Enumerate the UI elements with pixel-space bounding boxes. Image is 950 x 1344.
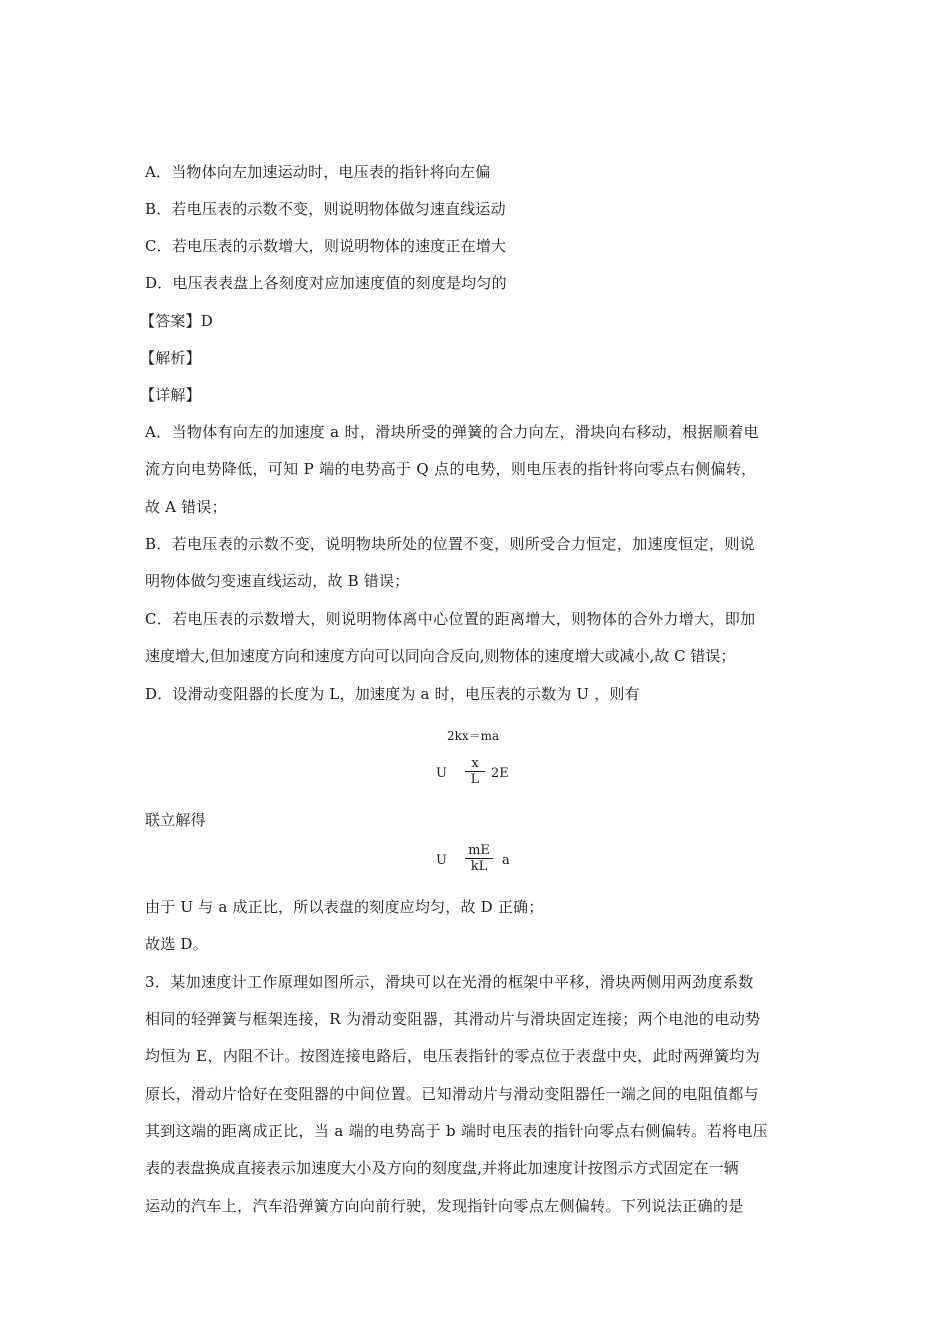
formula2-rhs: 2E bbox=[491, 766, 509, 781]
detail-b-line-2: 明物体做匀变速直线运动，故 B 错误； bbox=[145, 572, 410, 590]
detail-label: 【详解】 bbox=[140, 386, 201, 404]
option-d: D．电压表表盘上各刻度对应加速度值的刻度是均匀的 bbox=[145, 274, 507, 292]
conclusion-text: 由于 U 与 a 成正比，所以表盘的刻度应均匀，故 D 正确； bbox=[145, 898, 544, 916]
detail-d-line-1: D．设滑动变阻器的长度为 L，加速度为 a 时，电压表的示数为 U ，则有 bbox=[145, 685, 640, 703]
detail-c-line-1: C．若电压表的示数增大，则说明物体离中心位置的距离增大，则物体的合外力增大，即加 bbox=[145, 610, 756, 628]
question3-line-4: 原长，滑动片恰好在变阻器的中间位置。已知滑动片与滑动变阻器任一端之间的电阻值都与 bbox=[145, 1085, 760, 1103]
formula3-denominator: kL bbox=[470, 859, 488, 874]
formula3-numerator: mE bbox=[468, 843, 490, 858]
formula3-lhs: U bbox=[436, 853, 447, 868]
formula3-fraction bbox=[465, 843, 493, 874]
option-a: A．当物体向左加速运动时，电压表的指针将向左偏 bbox=[145, 163, 491, 181]
choice-text: 故选 D。 bbox=[145, 935, 208, 953]
detail-a-line-1: A．当物体有向左的加速度 a 时，滑块所受的弹簧的合力向左，滑块向右移动，根据顺着电 bbox=[145, 423, 760, 441]
question3-line-1: 3．某加速度计工作原理如图所示，滑块可以在光滑的框架中平移，滑块两侧用两劲度系数 bbox=[145, 973, 754, 991]
detail-b-line-1: B．若电压表的示数不变，说明物块所处的位置不变，则所受合力恒定，加速度恒定，则说 bbox=[145, 535, 756, 553]
formula2-denominator: L bbox=[470, 772, 480, 787]
detail-c-line-2: 速度增大,但加速度方向和速度方向可以同向合反向,则物体的速度增大或减小,故 C 错误； bbox=[145, 647, 736, 665]
option-b: B．若电压表的示数不变，则说明物体做匀速直线运动 bbox=[145, 200, 506, 218]
detail-a-line-2: 流方向电势降低，可知 P 端的电势高于 Q 点的电势，则电压表的指针将向零点右侧偏转， bbox=[145, 460, 757, 478]
combine-text: 联立解得 bbox=[145, 811, 206, 829]
question3-line-7: 运动的汽车上，汽车沿弹簧方向向前行驶，发现指针向零点左侧偏转。下列说法正确的是 bbox=[145, 1197, 744, 1215]
answer-label: 【答案】D bbox=[140, 312, 214, 330]
formula2-fraction bbox=[465, 756, 485, 787]
formula2-numerator: x bbox=[471, 756, 479, 771]
option-c: C．若电压表的示数增大，则说明物体的速度正在增大 bbox=[145, 237, 507, 255]
question3-line-3: 均恒为 E，内阻不计。按图连接电路后，电压表指针的零点位于表盘中央，此时两弹簧均为 bbox=[145, 1047, 761, 1065]
question3-line-2: 相同的轻弹簧与框架连接，R 为滑动变阻器，其滑动片与滑块固定连接；两个电池的电动势 bbox=[145, 1010, 761, 1028]
question3-line-5: 其到这端的距离成正比，当 a 端的电势高于 b 端时电压表的指针向零点右侧偏转。若将电压 bbox=[145, 1122, 769, 1140]
formula-force-balance: 2kx＝ma bbox=[447, 729, 500, 743]
formula3-rhs: a bbox=[502, 853, 510, 868]
detail-a-line-3: 故 A 错误； bbox=[145, 498, 227, 516]
formula2-lhs: U bbox=[436, 766, 447, 781]
analysis-label: 【解析】 bbox=[140, 349, 201, 367]
question3-line-6: 表的表盘换成直接表示加速度大小及方向的刻度盘,并将此加速度计按图示方式固定在一辆 bbox=[145, 1159, 739, 1177]
